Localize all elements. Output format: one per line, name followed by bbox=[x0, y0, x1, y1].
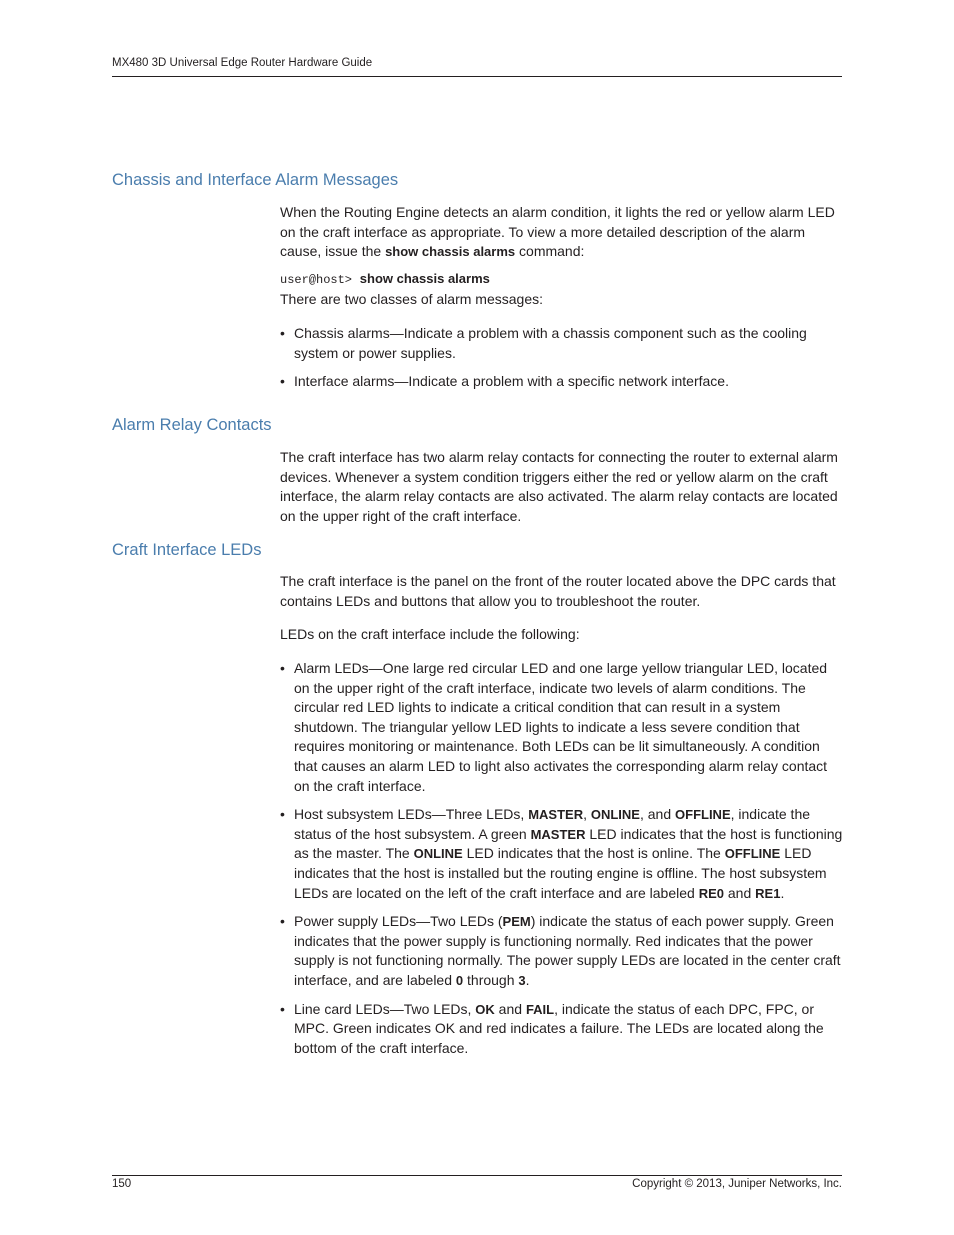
craft-leds-intro: The craft interface is the panel on the front of the router located above the DPC cards that contains LEDs and buttons that allow you to troubleshoot the router. bbox=[280, 573, 836, 609]
craft-leds-list-intro: LEDs on the craft interface include the following: bbox=[280, 626, 580, 642]
footer-divider bbox=[112, 1175, 842, 1176]
list-item: • Chassis alarms—Indicate a problem with a chassis component such as the cooling system or power supplies. bbox=[280, 324, 843, 363]
cli-prompt: user@host> bbox=[280, 273, 353, 287]
page-number: 150 bbox=[112, 1178, 132, 1190]
alarm-messages-intro bbox=[280, 203, 843, 262]
list-item-power-leds: • Power supply LEDs—Two LEDs (PEM) indicate the status of each power supply. Green indicates that the power supply is functioning normally. Red indicates that the power supply is not functioning normally. The power supply LEDs are located in the center craft interface, and are labeled 0 through 3. bbox=[280, 912, 843, 990]
section-heading-alarm-relay: Alarm Relay Contacts bbox=[112, 416, 272, 434]
header-divider bbox=[112, 76, 842, 77]
alarm-classes-intro: There are two classes of alarm messages: bbox=[280, 291, 543, 307]
section-heading-alarm-messages: Chassis and Interface Alarm Messages bbox=[112, 171, 399, 189]
running-header: MX480 3D Universal Edge Router Hardware Guide bbox=[112, 57, 373, 69]
craft-leds-list bbox=[280, 659, 843, 1058]
alarm-relay-body: The craft interface has two alarm relay contacts for connecting the router to external alarm devices. Whenever a system condition triggers either the red or yellow alarm on the craft interface, the alarm relay contacts are also activated. The alarm relay contacts are located on the upper right of the craft interface. bbox=[280, 449, 838, 524]
command-reference: show chassis alarms bbox=[385, 244, 516, 260]
list-item-alarm-leds: • Alarm LEDs—One large red circular LED and one large yellow triangular LED, located on the upper right of the craft interface, indicate two levels of alarm conditions. The circular red LED lights to indicate a critical condition that can result in a system shutdown. The triangular yellow LED lights to indicate a less severe condition that requires monitoring or maintenance. Both LEDs can be lit simultaneously. A condition that causes an alarm LED to light also activates the corresponding alarm relay contact on the craft interface. bbox=[280, 659, 843, 796]
list-item: • Interface alarms—Indicate a problem with a specific network interface. bbox=[280, 372, 843, 392]
section-heading-craft-leds: Craft Interface LEDs bbox=[112, 541, 262, 559]
cli-example bbox=[280, 269, 843, 291]
list-item-host-leds: • Host subsystem LEDs—Three LEDs, MASTER, ONLINE, and OFFLINE, indicate the status of the host subsystem. A green MASTER LED indicates that the host is functioning as the master. The ONLINE LED indicates that the host is online. The OFFLINE LED indicates that the host is installed but the routing engine is offline. The host subsystem LEDs are located on the left of the craft interface and are labeled RE0 and RE1. bbox=[280, 805, 843, 903]
cli-command: show chassis alarms bbox=[359, 271, 490, 286]
intro-paragraph: When the Routing Engine detects an alarm condition, it lights the red or yellow alarm LED on the craft interface as appropriate. To view a more detailed description of the alarm cause, issue the show chassis alarms command: bbox=[280, 204, 835, 260]
alarm-classes-list bbox=[280, 324, 843, 392]
copyright-notice: Copyright © 2013, Juniper Networks, Inc. bbox=[632, 1178, 842, 1190]
list-item-linecard-leds: • Line card LEDs—Two LEDs, OK and FAIL, indicate the status of each DPC, FPC, or MPC. Green indicates OK and red indicates a failure. The LEDs are located along the bottom of the craft interface. bbox=[280, 1000, 843, 1059]
